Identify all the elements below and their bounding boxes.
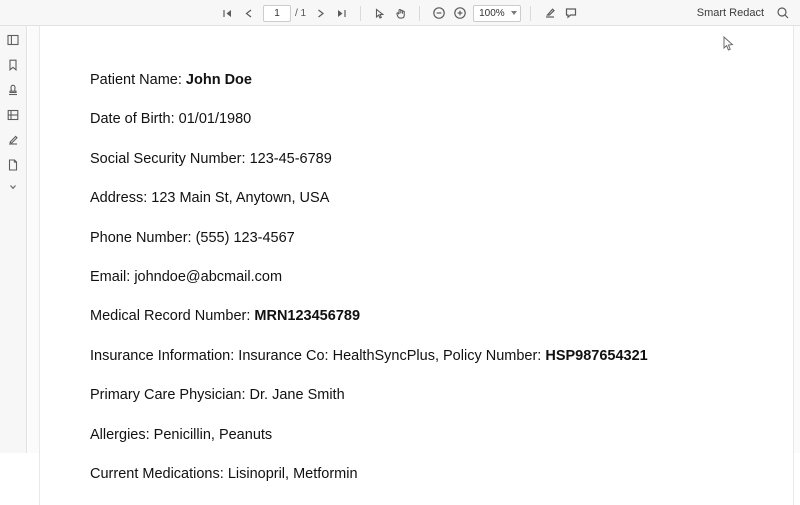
- field-label: Address:: [90, 190, 152, 207]
- document-line: [90, 387, 763, 404]
- toolbar-separator-2: [419, 6, 420, 21]
- zoom-level-value: 100%: [479, 7, 505, 19]
- field-value: 123 Main St, Anytown, USA: [151, 190, 330, 207]
- document-line: [90, 466, 763, 483]
- select-tool-button[interactable]: [370, 4, 389, 23]
- document-text-content: [40, 26, 793, 483]
- signature-panel-button[interactable]: [3, 130, 23, 150]
- field-value: HSP987654321: [545, 347, 648, 364]
- document-line: [90, 72, 763, 89]
- next-page-button[interactable]: [311, 4, 330, 23]
- smart-redact-button[interactable]: Smart Redact: [696, 7, 764, 19]
- first-page-button[interactable]: [218, 4, 237, 23]
- document-line: [90, 308, 763, 325]
- zoom-level-select[interactable]: [473, 5, 521, 22]
- bookmarks-panel-button[interactable]: [3, 55, 23, 75]
- toolbar: [0, 0, 800, 26]
- page-total-label: / 1: [295, 7, 307, 19]
- last-page-button[interactable]: [332, 4, 351, 23]
- comment-tool-button[interactable]: [561, 4, 580, 23]
- document-page: [39, 26, 794, 505]
- field-label: Patient Name:: [90, 72, 186, 88]
- field-label: Social Security Number:: [90, 150, 250, 167]
- document-line: [90, 230, 763, 247]
- zoom-in-button[interactable]: [450, 4, 469, 23]
- field-label: Allergies:: [90, 426, 154, 443]
- left-rail: [0, 26, 27, 453]
- document-line: [90, 151, 763, 168]
- stamps-panel-button[interactable]: [3, 80, 23, 100]
- field-value: MRN123456789: [254, 308, 361, 325]
- attachments-panel-button[interactable]: [3, 155, 23, 175]
- layers-panel-button[interactable]: [3, 105, 23, 125]
- collapse-rail-button[interactable]: [8, 182, 18, 194]
- pan-tool-button[interactable]: [391, 4, 410, 23]
- document-line: [90, 190, 763, 207]
- field-label: Phone Number:: [90, 229, 196, 246]
- field-value: Penicillin, Peanuts: [153, 426, 273, 443]
- field-value: Lisinopril, Metformin: [227, 465, 358, 482]
- toolbar-separator-3: [530, 6, 531, 21]
- field-value: Dr. Jane Smith: [249, 387, 345, 404]
- chevron-down-icon: [511, 11, 517, 15]
- document-viewport[interactable]: [28, 26, 800, 482]
- thumbnails-panel-button[interactable]: [3, 30, 23, 50]
- field-label: Current Medications:: [90, 465, 228, 482]
- page-number-input[interactable]: [263, 5, 291, 22]
- toolbar-center-group: [218, 0, 580, 26]
- zoom-out-button[interactable]: [429, 4, 448, 23]
- document-line: [90, 348, 763, 365]
- field-value: 123-45-6789: [249, 150, 332, 167]
- document-line: [90, 269, 763, 286]
- field-value: 01/01/1980: [178, 111, 252, 128]
- field-value: (555) 123-4567: [195, 229, 295, 246]
- toolbar-separator-1: [360, 6, 361, 21]
- field-label: Email:: [90, 268, 135, 285]
- toolbar-right-group: [697, 0, 792, 26]
- field-label: Primary Care Physician:: [90, 387, 250, 404]
- search-icon[interactable]: [773, 4, 792, 23]
- document-line: [90, 111, 763, 128]
- field-label: Insurance Information: Insurance Co: HealthSyncPlus, Policy Number:: [90, 347, 546, 364]
- page-navigation: [263, 5, 306, 22]
- field-label: Date of Birth:: [90, 111, 179, 128]
- document-line: [90, 427, 763, 444]
- field-value: John Doe: [185, 72, 252, 88]
- previous-page-button[interactable]: [239, 4, 258, 23]
- field-label: Medical Record Number:: [90, 308, 255, 325]
- field-value: johndoe@abcmail.com: [134, 268, 283, 285]
- highlight-tool-button[interactable]: [540, 4, 559, 23]
